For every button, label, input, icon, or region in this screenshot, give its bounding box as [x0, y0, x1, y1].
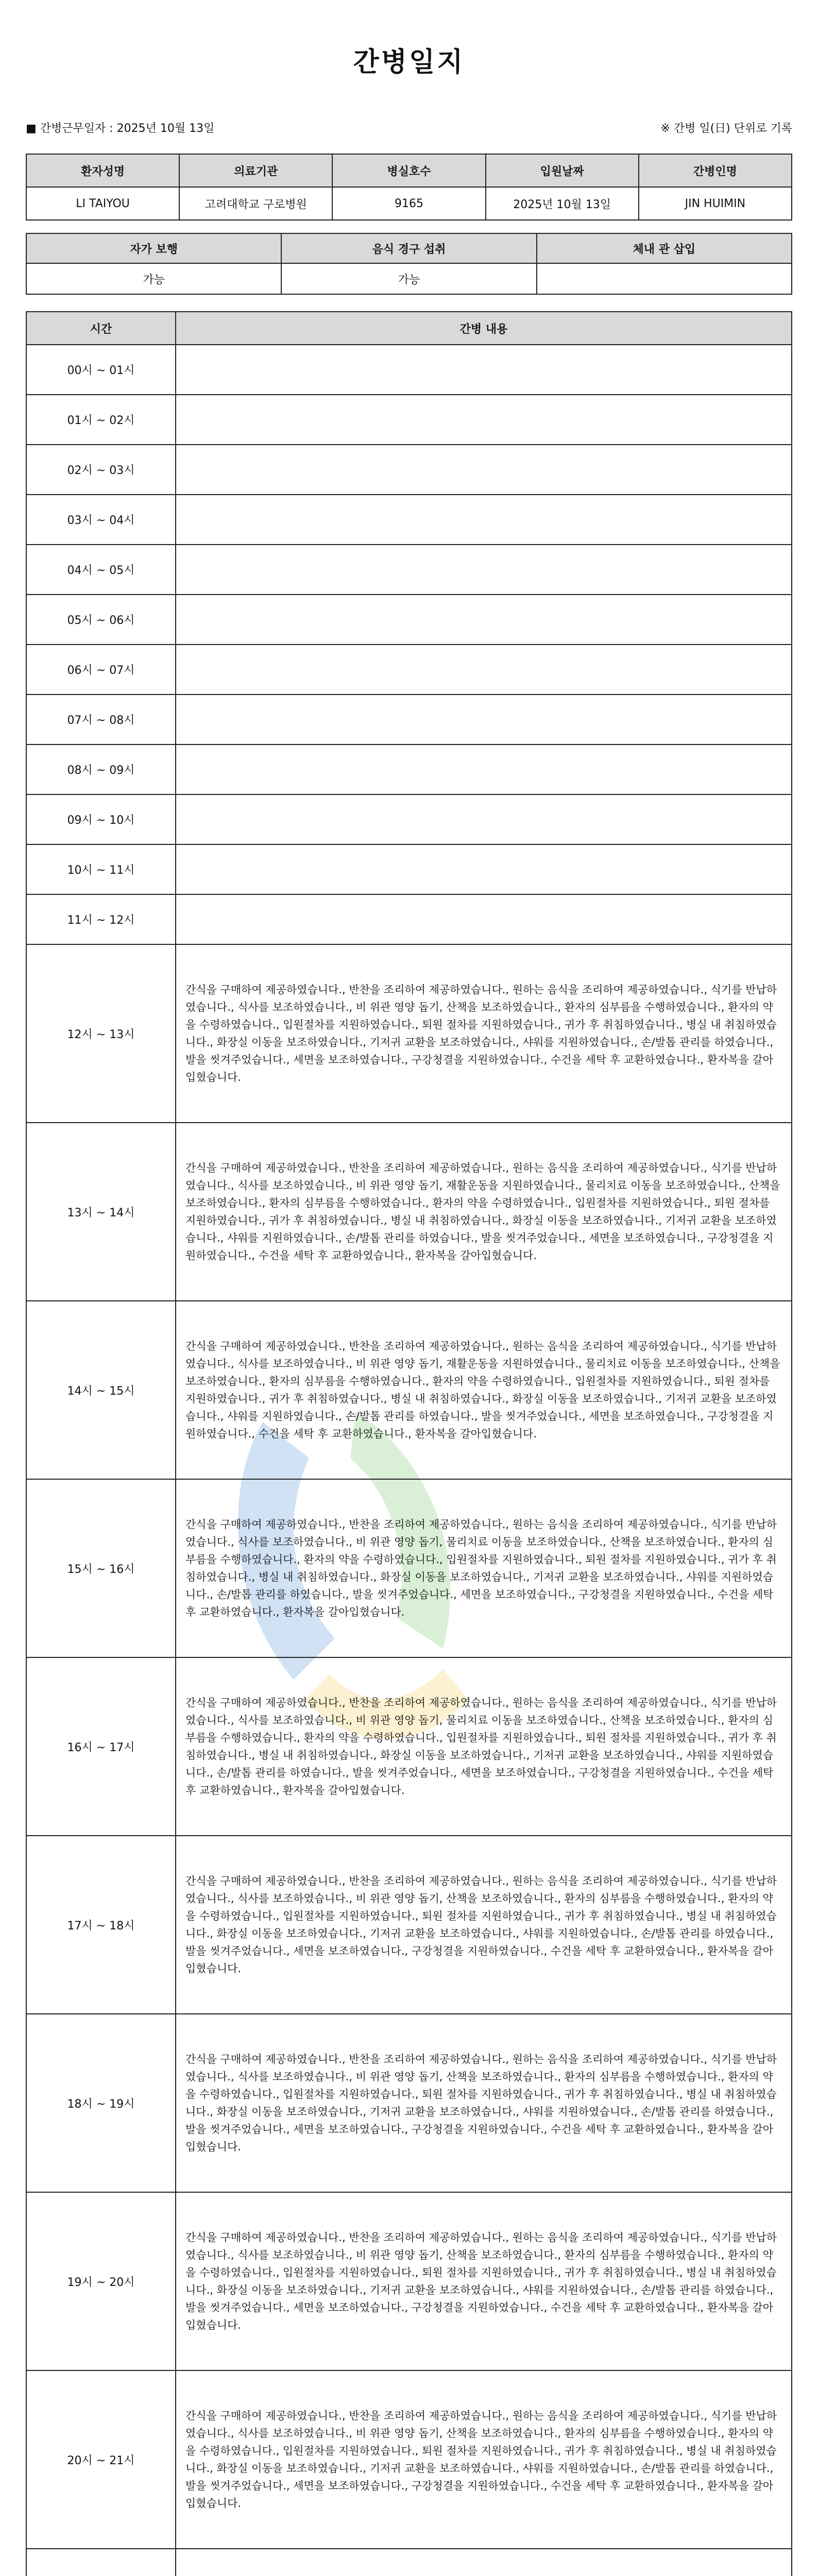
oral-intake-value: 가능: [281, 263, 536, 294]
care-log-row: [26, 445, 792, 495]
care-log-row: [26, 2014, 792, 2192]
care-content: [176, 844, 792, 894]
care-log-row: [26, 894, 792, 944]
care-log-row: [26, 694, 792, 744]
time-slot: 14시 ~ 15시: [26, 1301, 176, 1479]
header-care-content: 간병 내용: [176, 312, 792, 345]
care-content: [176, 894, 792, 944]
admission-date: 2025년 10월 13일: [486, 187, 639, 220]
time-slot: 01시 ~ 02시: [26, 395, 176, 445]
care-content: 간식을 구매하여 제공하였습니다., 반찬을 조리하여 제공하였습니다., 원하는 음식을 조리하여 제공하였습니다., 식기를 반납하였습니다., 식사를 보조하였습니다., 비 위관 영양 돕기, 산책을 보조하였습니다., 환자의 심부름을 수행하였습니다., 환자의 약을 수령하였습니다., 입원절차를 지원하였습니다., 퇴원 절차를 지원하였습니다., 귀가 후 취침하였습니다., 병실 내 취침하였습니다., 화장실 이동을 보조하였습니다., 기저귀 교환을 보조하였습니다., 샤워를 지원하였습니다., 손/발톱 관리를 하였습니다., 발을 씻겨주었습니다., 세면을 보조하였습니다., 구강청결을 지원하였습니다., 수건을 세탁 후 교환하였습니다., 환자복을 갈아입혔습니다.: [176, 944, 792, 1123]
header-room: 병실호수: [332, 154, 485, 187]
header-self-walking: 자가 보행: [26, 233, 281, 263]
care-content: 간식을 구매하여 제공하였습니다., 반찬을 조리하여 제공하였습니다., 원하는 음식을 조리하여 제공하였습니다., 식기를 반납하였습니다., 식사를 보조하였습니다., 비 위관 영양 돕기, 물리치료 이동을 보조하였습니다., 산책을 보조하였습니다., 환자의 심부름을 수행하였습니다., 환자의 약을 수령하였습니다., 입원절차를 지원하였습니다., 퇴원 절차를 지원하였습니다., 귀가 후 취침하였습니다., 병실 내 취침하였습니다., 화장실 이동을 보조하였습니다., 기저귀 교환을 보조하였습니다., 샤워를 지원하였습니다., 손/발톱 관리를 하였습니다., 발을 씻겨주었습니다., 세면을 보조하였습니다., 구강청결을 지원하였습니다., 수건을 세탁 후 교환하였습니다., 환자복을 갈아입혔습니다.: [176, 1657, 792, 1836]
time-slot: 06시 ~ 07시: [26, 645, 176, 694]
time-slot: [26, 2549, 176, 2576]
care-log-row: [26, 1301, 792, 1479]
header-patient-name: 환자성명: [26, 154, 179, 187]
care-log-row: [26, 1657, 792, 1836]
tube-insertion-value: [537, 263, 792, 294]
header-oral-intake: 음식 경구 섭취: [281, 233, 536, 263]
time-slot: 08시 ~ 09시: [26, 744, 176, 794]
time-slot: 02시 ~ 03시: [26, 445, 176, 495]
room-number: 9165: [332, 187, 485, 220]
care-content: 간식을 구매하여 제공하였습니다., 반찬을 조리하여 제공하였습니다., 원하는 음식을 조리하여 제공하였습니다., 식기를 반납하였습니다., 식사를 보조하였습니다., 비 위관 영양 돕기, 산책을 보조하였습니다., 환자의 심부름을 수행하였습니다., 환자의 약을 수령하였습니다., 입원절차를 지원하였습니다., 퇴원 절차를 지원하였습니다., 귀가 후 취침하였습니다., 병실 내 취침하였습니다., 화장실 이동을 보조하였습니다., 기저귀 교환을 보조하였습니다., 샤워를 지원하였습니다., 손/발톱 관리를 하였습니다., 발을 씻겨주었습니다., 세면을 보조하였습니다., 구강청결을 지원하였습니다., 수건을 세탁 후 교환하였습니다., 환자복을 갈아입혔습니다.: [176, 2014, 792, 2192]
care-log-row: [26, 395, 792, 445]
time-slot: 12시 ~ 13시: [26, 944, 176, 1123]
care-content: [176, 794, 792, 844]
time-slot: 15시 ~ 16시: [26, 1479, 176, 1657]
care-log-row: [26, 345, 792, 395]
time-slot: 05시 ~ 06시: [26, 595, 176, 645]
care-log-row: [26, 595, 792, 645]
header-admission-date: 입원날짜: [486, 154, 639, 187]
care-content: [176, 744, 792, 794]
time-slot: 03시 ~ 04시: [26, 495, 176, 545]
time-slot: 16시 ~ 17시: [26, 1657, 176, 1836]
care-log-table: [26, 311, 792, 2576]
care-content: 간식을 구매하여 제공하였습니다., 반찬을 조리하여 제공하였습니다., 원하는 음식을 조리하여 제공하였습니다., 식기를 반납하였습니다., 식사를 보조하였습니다., 비 위관 영양 돕기, 산책을 보조하였습니다., 환자의 심부름을 수행하였습니다., 환자의 약을 수령하였습니다., 입원절차를 지원하였습니다., 퇴원 절차를 지원하였습니다., 귀가 후 취침하였습니다., 병실 내 취침하였습니다., 화장실 이동을 보조하였습니다., 기저귀 교환을 보조하였습니다., 샤워를 지원하였습니다., 손/발톱 관리를 하였습니다., 발을 씻겨주었습니다., 세면을 보조하였습니다., 구강청결을 지원하였습니다., 수건을 세탁 후 교환하였습니다., 환자복을 갈아입혔습니다.: [176, 2370, 792, 2549]
header-caregiver: 간병인명: [639, 154, 792, 187]
care-content: 간식을 구매하여 제공하였습니다., 반찬을 조리하여 제공하였습니다., 원하는 음식을 조리하여 제공하였습니다., 식기를 반납하였습니다., 식사를 보조하였습니다., 비 위관 영양 돕기, 산책을 보조하였습니다., 환자의 심부름을 수행하였습니다., 환자의 약을 수령하였습니다., 입원절차를 지원하였습니다., 퇴원 절차를 지원하였습니다., 귀가 후 취침하였습니다., 병실 내 취침하였습니다., 화장실 이동을 보조하였습니다., 기저귀 교환을 보조하였습니다., 샤워를 지원하였습니다., 손/발톱 관리를 하였습니다., 발을 씻겨주었습니다., 세면을 보조하였습니다., 구강청결을 지원하였습니다., 수건을 세탁 후 교환하였습니다., 환자복을 갈아입혔습니다.: [176, 1836, 792, 2014]
time-slot: 13시 ~ 14시: [26, 1123, 176, 1301]
time-slot: 11시 ~ 12시: [26, 894, 176, 944]
patient-status-table: [26, 233, 792, 295]
time-slot: 10시 ~ 11시: [26, 844, 176, 894]
record-unit-note: ※ 간병 일(日) 단위로 기록: [660, 122, 792, 135]
header-hospital: 의료기관: [179, 154, 332, 187]
caregiver-name: JIN HUIMIN: [639, 187, 792, 220]
care-content: 간식을 구매하여 제공하였습니다., 반찬을 조리하여 제공하였습니다., 원하는 음식을 조리하여 제공하였습니다., 식기를 반납하였습니다., 식사를 보조하였습니다., 비 위관 영양 돕기, 산책을 보조하였습니다., 환자의 심부름을 수행하였습니다., 환자의 약을 수령하였습니다., 입원절차를 지원하였습니다., 퇴원 절차를 지원하였습니다., 귀가 후 취침하였습니다., 병실 내 취침하였습니다., 화장실 이동을 보조하였습니다., 기저귀 교환을 보조하였습니다., 샤워를 지원하였습니다., 손/발톱 관리를 하였습니다., 발을 씻겨주었습니다., 세면을 보조하였습니다., 구강청결을 지원하였습니다., 수건을 세탁 후 교환하였습니다., 환자복을 갈아입혔습니다.: [176, 2192, 792, 2370]
care-log-row: [26, 495, 792, 545]
work-date: ■ 간병근무일자 : 2025년 10월 13일: [26, 122, 215, 135]
care-log-row: [26, 545, 792, 595]
care-log-row: [26, 744, 792, 794]
care-content: [176, 595, 792, 645]
self-walking-value: 가능: [26, 263, 281, 294]
time-slot: 17시 ~ 18시: [26, 1836, 176, 2014]
care-content: [176, 545, 792, 595]
care-log-row: [26, 2370, 792, 2549]
care-log-row: [26, 645, 792, 694]
care-log-row: [26, 2192, 792, 2370]
care-content: [176, 645, 792, 694]
patient-name: LI TAIYOU: [26, 187, 179, 220]
care-log-row: [26, 2549, 792, 2576]
document-title: 간병일지: [353, 47, 465, 78]
care-log-row: [26, 794, 792, 844]
care-content: 간식을 구매하여 제공하였습니다., 반찬을 조리하여 제공하였습니다., 원하는 음식을 조리하여 제공하였습니다., 식기를 반납하였습니다., 식사를 보조하였습니다., 비 위관 영양 돕기, 물리치료 이동을 보조하였습니다., 산책을 보조하였습니다., 환자의 심부름을 수행하였습니다., 환자의 약을 수령하였습니다., 입원절차를 지원하였습니다., 퇴원 절차를 지원하였습니다., 귀가 후 취침하였습니다., 병실 내 취침하였습니다., 화장실 이동을 보조하였습니다., 기저귀 교환을 보조하였습니다., 샤워를 지원하였습니다., 손/발톱 관리를 하였습니다., 발을 씻겨주었습니다., 세면을 보조하였습니다., 구강청결을 지원하였습니다., 수건을 세탁 후 교환하였습니다., 환자복을 갈아입혔습니다.: [176, 1479, 792, 1657]
care-content: [176, 495, 792, 545]
care-log-row: [26, 1479, 792, 1657]
care-content: 간식을 구매하여 제공하였습니다., 반찬을 조리하여 제공하였습니다., 원하는 음식을 조리하여 제공하였습니다., 식기를 반납하였습니다., 식사를 보조하였습니다., 비 위관 영양 돕기, 재활운동을 지원하였습니다., 물리치료 이동을 보조하였습니다., 산책을 보조하였습니다., 환자의 심부름을 수행하였습니다., 환자의 약을 수령하였습니다., 입원절차를 지원하였습니다., 퇴원 절차를 지원하였습니다., 귀가 후 취침하였습니다., 병실 내 취침하였습니다., 화장실 이동을 보조하였습니다., 기저귀 교환을 보조하였습니다., 샤워를 지원하였습니다., 손/발톱 관리를 하였습니다., 발을 씻겨주었습니다., 세면을 보조하였습니다., 구강청결을 지원하였습니다., 수건을 세탁 후 교환하였습니다., 환자복을 갈아입혔습니다.: [176, 1123, 792, 1301]
time-slot: 04시 ~ 05시: [26, 545, 176, 595]
time-slot: 20시 ~ 21시: [26, 2370, 176, 2549]
care-log-row: [26, 1123, 792, 1301]
care-content: [176, 694, 792, 744]
time-slot: 19시 ~ 20시: [26, 2192, 176, 2370]
time-slot: 18시 ~ 19시: [26, 2014, 176, 2192]
care-content: [176, 395, 792, 445]
patient-info-table: [26, 154, 792, 221]
time-slot: 00시 ~ 01시: [26, 345, 176, 395]
header-tube-insertion: 체내 관 삽입: [537, 233, 792, 263]
time-slot: 07시 ~ 08시: [26, 694, 176, 744]
care-content: [176, 2549, 792, 2576]
care-log-row: [26, 944, 792, 1123]
header-time: 시간: [26, 312, 176, 345]
care-content: [176, 345, 792, 395]
care-content: [176, 445, 792, 495]
time-slot: 09시 ~ 10시: [26, 794, 176, 844]
care-content: 간식을 구매하여 제공하였습니다., 반찬을 조리하여 제공하였습니다., 원하는 음식을 조리하여 제공하였습니다., 식기를 반납하였습니다., 식사를 보조하였습니다., 비 위관 영양 돕기, 재활운동을 지원하였습니다., 물리치료 이동을 보조하였습니다., 산책을 보조하였습니다., 환자의 심부름을 수행하였습니다., 환자의 약을 수령하였습니다., 입원절차를 지원하였습니다., 퇴원 절차를 지원하였습니다., 귀가 후 취침하였습니다., 병실 내 취침하였습니다., 화장실 이동을 보조하였습니다., 기저귀 교환을 보조하였습니다., 샤워를 지원하였습니다., 손/발톱 관리를 하였습니다., 발을 씻겨주었습니다., 세면을 보조하였습니다., 구강청결을 지원하였습니다., 수건을 세탁 후 교환하였습니다., 환자복을 갈아입혔습니다.: [176, 1301, 792, 1479]
hospital-name: 고려대학교 구로병원: [179, 187, 332, 220]
care-log-row: [26, 844, 792, 894]
care-log-row: [26, 1836, 792, 2014]
care-log-body: [26, 345, 792, 2576]
